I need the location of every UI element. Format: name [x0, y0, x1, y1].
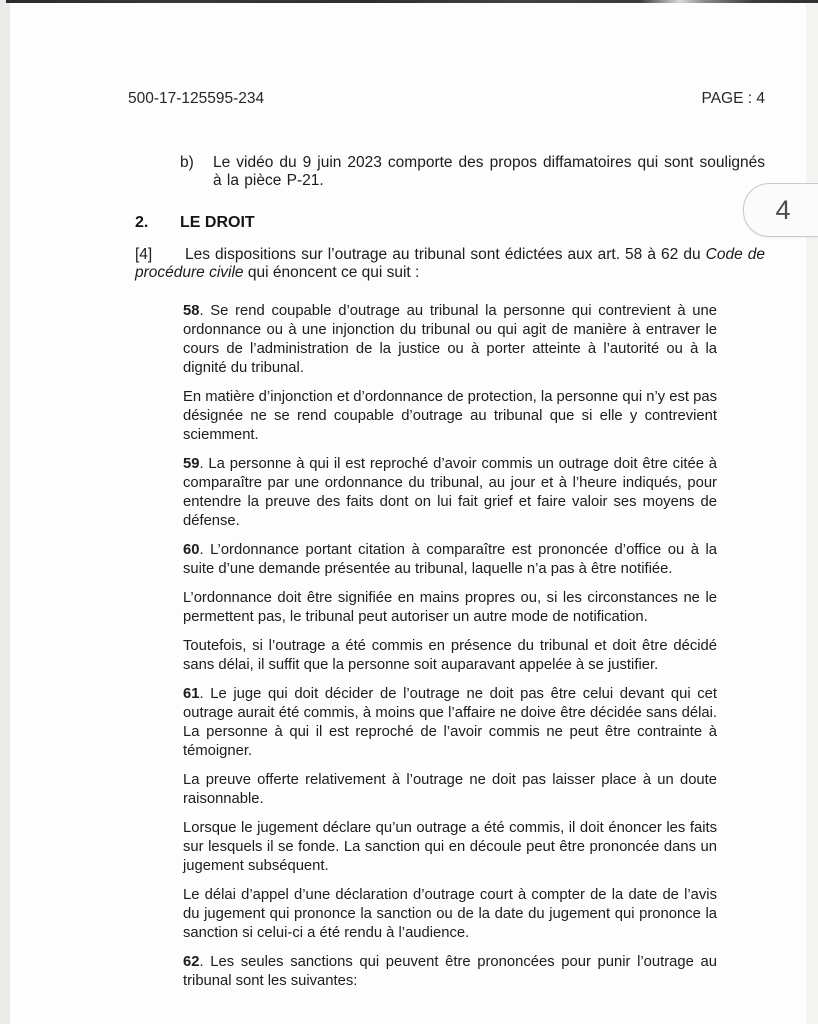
- paragraph-4-tail: qui énoncent ce qui suit :: [243, 264, 420, 281]
- viewer-right-margin: [806, 0, 818, 1024]
- viewer-left-margin: [0, 0, 10, 1024]
- paragraph-4-lead: Les dispositions sur l’outrage au tribunal sont édictées aux art. 58 à 62 du: [185, 246, 706, 263]
- statute-paragraph: Le délai d’appel d’une déclaration d’outrage court à compter de la date de l’avis du jugement qui prononce la sanction ou de la date du jugement qui prononce la sanction si celui-ci a été rendu à l’audience.: [183, 887, 717, 941]
- statute-paragraph: Toutefois, si l’outrage a été commis en présence du tribunal et doit être décidé sans délai, il suffit que la personne soit auparavant appelée à se justifier.: [183, 638, 717, 673]
- page-header: [128, 2, 765, 108]
- statute-quote-block: [183, 302, 717, 991]
- case-number: 500-17-125595-234: [128, 90, 265, 107]
- statute-paragraph: En matière d’injonction et d’ordonnance de protection, la personne qui n’y est pas désignée ne se rend coupable d’outrage au tribunal que si elle y contrevient sciemment.: [183, 389, 717, 443]
- paragraph-4: [135, 246, 765, 282]
- statute-citation: Code de procédure civile: [135, 246, 765, 281]
- statute-paragraph: 61. Le juge qui doit décider de l’outrage ne doit pas être celui devant qui cet outrage aurait été commis, à moins que l’affaire ne doive être décidée sans délai. La personne à qui il est reproché de l’avoir commis ne peut être contrainte à témoigner.: [183, 686, 717, 759]
- paragraph-4-marker: [4]: [135, 246, 153, 263]
- section-heading: [135, 214, 806, 232]
- statute-paragraph: 59. La personne à qui il est reproché d’avoir commis un outrage doit être citée à comparaître par une ordonnance du tribunal, au jour et à l’heure indiqués, pour entendre la preuve des faits dont on lui fait grief et faire valoir ses moyens de défense.: [183, 456, 717, 529]
- statute-paragraph: 58. Se rend coupable d’outrage au tribunal la personne qui contrevient à une ordonnance ou à une injonction du tribunal ou qui agit de manière à entraver le cours de l’administration de la justice ou à porter atteinte à l’autorité ou à la dignité du tribunal.: [183, 303, 717, 376]
- page-number-label: PAGE : 4: [701, 90, 765, 107]
- scanned-content: [10, 2, 806, 1024]
- section-number: 2.: [135, 214, 149, 231]
- statute-paragraph: 60. L’ordonnance portant citation à comparaître est prononcée d’office ou à la suite d’une demande présentée au tribunal, laquelle n’a pas à être notifiée.: [183, 542, 717, 577]
- list-item-b-text: Le vidéo du 9 juin 2023 comporte des propos diffamatoires qui sont soulignés à la pièce P-21.: [213, 154, 765, 189]
- document-page: [10, 2, 806, 1024]
- statute-paragraph: 62. Les seules sanctions qui peuvent être prononcées pour punir l’outrage au tribunal sont les suivantes:: [183, 954, 717, 989]
- page-indicator-tab[interactable]: [743, 183, 818, 237]
- page-indicator-number: 4: [775, 194, 791, 225]
- statute-paragraph: L’ordonnance doit être signifiée en mains propres ou, si les circonstances ne le permettent pas, le tribunal peut autoriser un autre mode de notification.: [183, 590, 717, 625]
- photo-top-edge: [6, 0, 818, 3]
- list-item-b-marker: b): [180, 154, 194, 171]
- statute-paragraph: La preuve offerte relativement à l’outrage ne doit pas laisser place à un doute raisonnable.: [183, 772, 717, 807]
- section-title: LE DROIT: [180, 214, 255, 231]
- statute-paragraph: Lorsque le jugement déclare qu’un outrage a été commis, il doit énoncer les faits sur lesquels il se fonde. La sanction qui en découle peut être prononcée dans un jugement subséquent.: [183, 820, 717, 874]
- list-item-b: [180, 154, 765, 190]
